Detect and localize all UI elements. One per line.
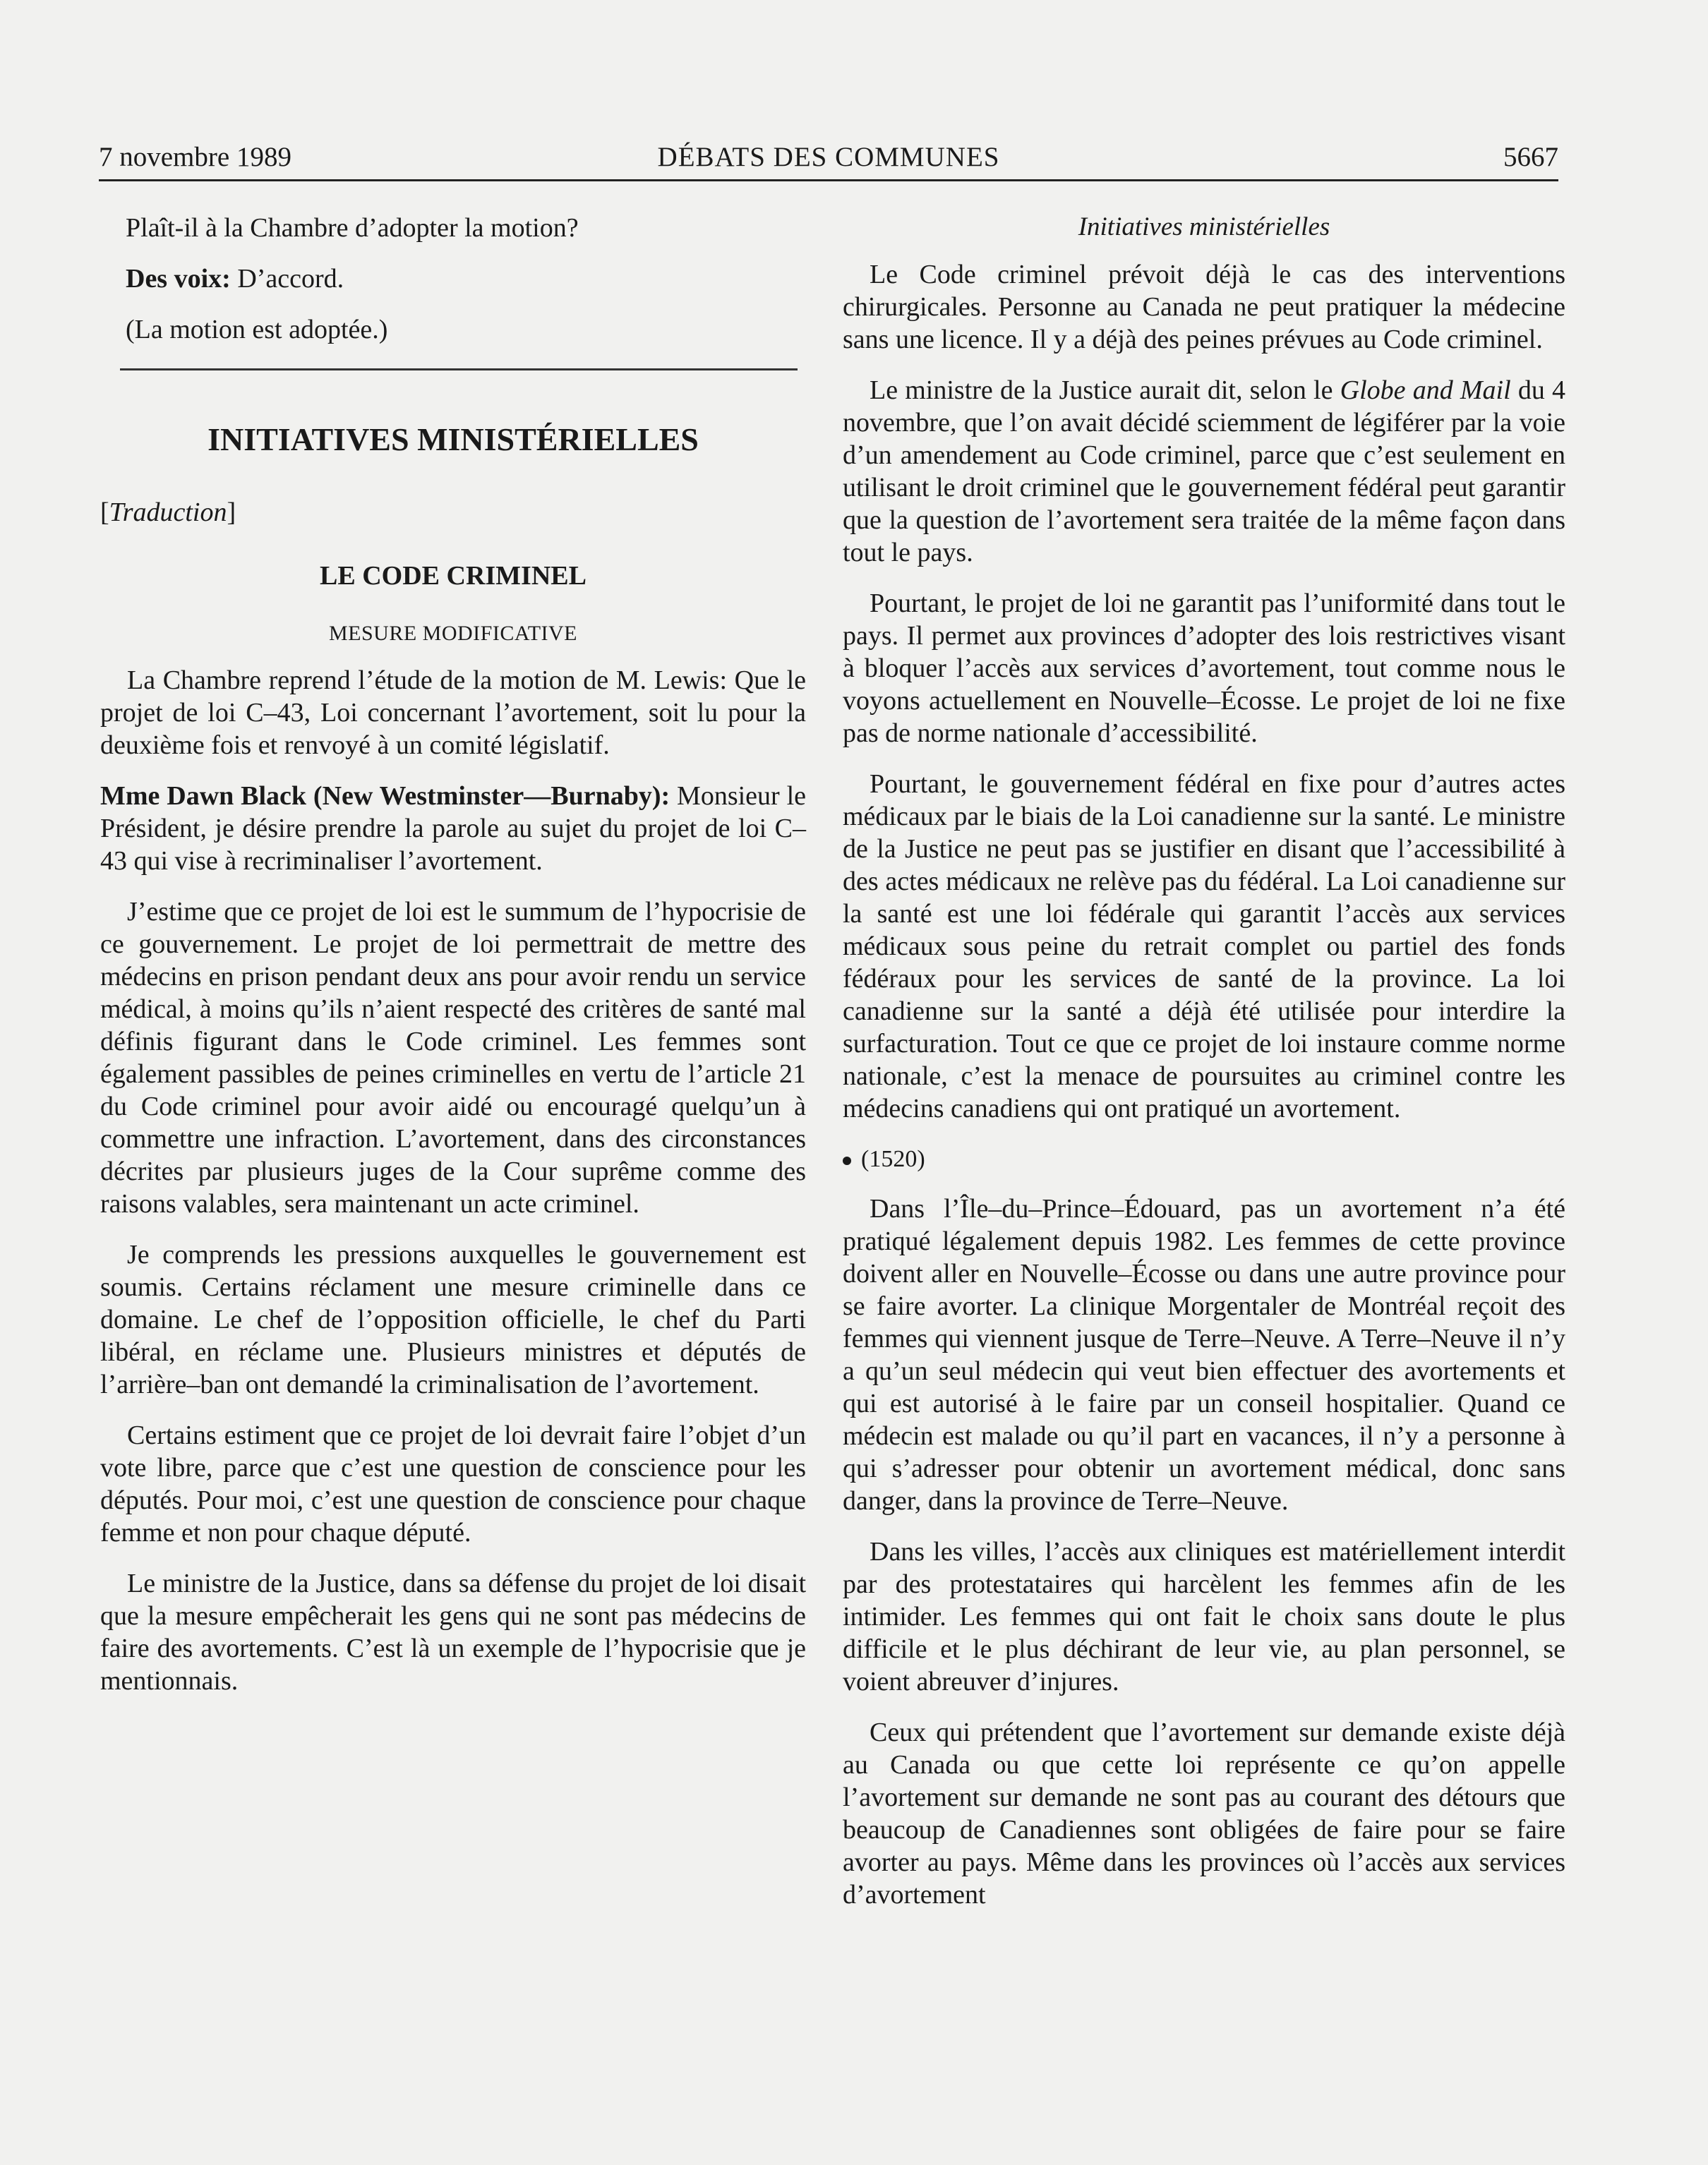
paragraph: Le ministre de la Justice, dans sa défense du projet de loi disait que la mesure empêcherait les gens qui ne sont pas médecins de faire des avortements. C’est là un exemple de l’hypocrisie que je mentionnais.	[100, 1569, 806, 1696]
paragraph: Pourtant, le gouvernement fédéral en fixe pour d’autres actes médicaux par le biais de la Loi canadienne sur la santé. Le ministre de la Justice ne peut pas se justifier en disant que l’accessibilité à des actes médicaux ne relève pas du fédéral. La Loi canadienne sur la santé est une loi fédérale qui garantit l’accès aux services médicaux sous peine du retrait complet ou partiel des fonds fédéraux pour les services de santé de la province. La loi canadienne sur la santé a déjà été utilisée pour interdire la surfacturation. Tout ce que ce projet de loi instaure comme norme nationale, c’est la menace de poursuites au criminel contre les médecins canadiens qui ont pratiqué un avortement.	[843, 769, 1565, 1123]
section-title: INITIATIVES MINISTÉRIELLES	[208, 421, 699, 457]
header-title: DÉBATS DES COMMUNES	[657, 142, 1000, 172]
translation-label: Traduction	[109, 497, 227, 527]
left-column	[100, 212, 806, 1715]
page-number: 5667	[1503, 142, 1558, 172]
paragraph-text: du 4 novembre, que l’on avait décidé sciemment de légiférer par la voie d’un amendement au Code criminel, parce que c’est seulement en utilisant le droit criminel que le gouvernement fédéral peut garantir que la question de l’avortement sera traitée de la même façon dans tout le pays.	[843, 375, 1565, 567]
header-date: 7 novembre 1989	[99, 142, 291, 172]
translation-note: [Traduction]	[100, 497, 236, 527]
paragraph: Ceux qui prétendent que l’avortement sur demande existe déjà au Canada ou que cette loi représente ce qu’on appelle l’avortement sur demande ne sont pas au courant des détours que beaucoup de Canadiennes sont obligées de faire pour se faire avorter au pays. Même dans les provinces où l’accès aux services d’avortement	[843, 1718, 1565, 1910]
right-column	[843, 212, 1565, 1929]
paragraph: Je comprends les pressions auxquelles le gouvernement est soumis. Certains réclament une mesure criminelle dans ce domaine. Le chef de l’opposition officielle, le chef du Parti libéral, en réclame une. Plusieurs ministres et députés de l’arrière–ban ont demandé la criminalisation de l’avortement.	[100, 1240, 806, 1399]
subject-heading: LE CODE CRIMINEL	[320, 561, 587, 591]
speaker-name: Des voix:	[126, 264, 231, 294]
paragraph: J’estime que ce projet de loi est le summum de l’hypocrisie de ce gouvernement. Le projet de loi permettrait de mettre des médecins en prison pendant deux ans pour avoir rendu un service médical, à moins qu’ils n’aient respecté des critères de santé mal définis figurant dans le Code criminel. Les femmes sont également passibles de peines criminelles en vertu de l’article 21 du Code criminel pour avoir aidé ou encouragé quelqu’un à commettre une infraction. L’avortement, dans des circonstances décrites par plusieurs juges de la Cour suprême comme des raisons valables, sera maintenant un acte criminel.	[100, 897, 806, 1219]
time-marker	[843, 1143, 1565, 1176]
paragraph-text: Monsieur le Président, je désire prendre la parole au sujet du projet de loi C–43 qui vise à recriminaliser l’avortement.	[100, 781, 806, 876]
paragraph	[843, 374, 1565, 569]
subsubject-heading: MESURE MODIFICATIVE	[328, 622, 577, 645]
publication-name: Globe and Mail	[1340, 375, 1511, 405]
paragraph-text: D’accord.	[230, 264, 344, 294]
section-divider	[120, 368, 798, 370]
speaker-name: Mme Dawn Black (New Westminster—Burnaby):	[100, 781, 670, 811]
paragraph-text: Le ministre de la Justice aurait dit, selon le	[870, 375, 1340, 405]
paragraph: Le Code criminel prévoit déjà le cas des interventions chirurgicales. Personne au Canada ne peut pratiquer la médecine sans une licence. Il y a déjà des peines prévues au Code criminel.	[843, 260, 1565, 354]
paragraph: Certains estiment que ce projet de loi devrait faire l’objet d’un vote libre, parce que c’est une question de conscience pour les députés. Pour moi, c’est une question de conscience pour chaque femme et non pour chaque député.	[100, 1421, 806, 1548]
paragraph	[100, 780, 806, 877]
paragraph: Pourtant, le projet de loi ne garantit pas l’uniformité dans tout le pays. Il permet aux provinces d’adopter des lois restrictives visant à bloquer l’accès aux services d’avortement, tout comme nous le voyons actuellement en Nouvelle–Écosse. Le projet de loi ne fixe pas de norme nationale d’accessibilité.	[843, 589, 1565, 748]
time-marker-label: (1520)	[861, 1146, 925, 1172]
paragraph: La Chambre reprend l’étude de la motion de M. Lewis: Que le projet de loi C–43, Loi concernant l’avortement, soit lu pour la deuxième fois et renvoyé à un comité législatif.	[100, 665, 806, 760]
paragraph: Dans l’Île–du–Prince–Édouard, pas un avortement n’a été pratiqué légalement depuis 1982. Les femmes de cette province doivent aller en Nouvelle–Écosse ou dans une autre province pour se faire avorter. La clinique Morgentaler de Montréal reçoit des femmes qui viennent jusque de Terre–Neuve. A Terre–Neuve il n’y a qu’un seul médecin qui veut bien effectuer des avortements et qui est autorisé à le faire par un conseil hospitalier. Quand ce médecin est malade ou qu’il part en vacances, il n’y a personne à qui s’adresser pour obtenir un avortement médical, donc sans danger, dans la province de Terre–Neuve.	[843, 1194, 1565, 1516]
header-rule	[99, 179, 1558, 181]
paragraph: Plaît-il à la Chambre d’adopter la motion?	[126, 213, 579, 243]
bullet-icon	[843, 1157, 851, 1165]
paragraph: (La motion est adoptée.)	[126, 315, 388, 344]
paragraph	[126, 263, 806, 295]
running-head: Initiatives ministérielles	[1078, 212, 1330, 241]
page-header	[99, 140, 1558, 175]
paragraph: Dans les villes, l’accès aux cliniques est matériellement interdit par des protestataires qui harcèlent les femmes afin de les intimider. Les femmes qui ont fait le choix sans doute le plus difficile et le plus déchirant de leur vie, au plan personnel, se voient abreuver d’injures.	[843, 1537, 1565, 1696]
